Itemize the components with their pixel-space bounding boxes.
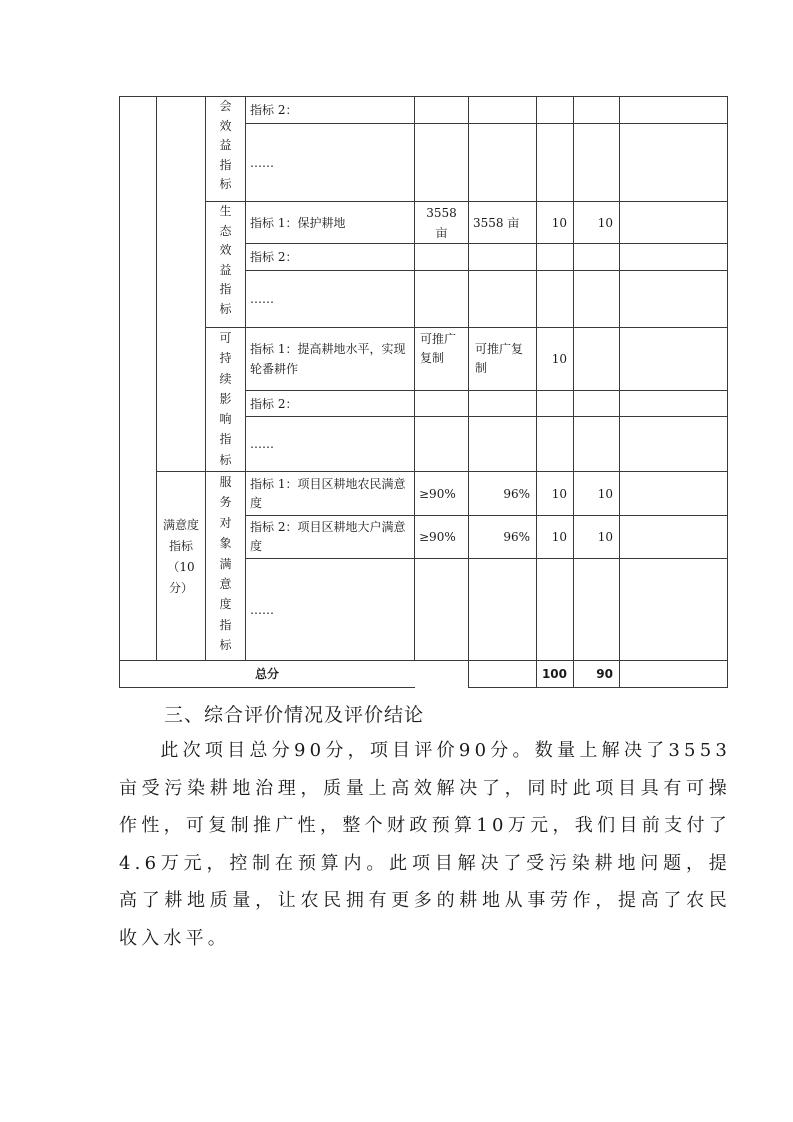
actual-value: 可推广复制 <box>475 342 524 375</box>
satisfaction-group-label: 满意度指标（10分） <box>162 518 199 595</box>
table-border-left <box>119 96 120 688</box>
total-weight: 100 <box>541 667 567 681</box>
indicator-cell: 指标 2： <box>250 250 298 264</box>
indicator-cell: 指标 2： <box>250 396 298 411</box>
category-service-satisfaction: 服 务 对 象 满 意 度 指 标 <box>219 475 232 653</box>
table-border-right <box>727 96 728 688</box>
target-value: ≥90% <box>419 530 456 544</box>
col-divider <box>619 96 620 688</box>
category-eco-benefit: 生 态 效 益 指 标 <box>219 204 232 316</box>
target-value: 3558 亩 <box>426 205 457 240</box>
table-border-bottom <box>119 687 415 688</box>
indicator-cell: 指标 1：保护耕地 <box>250 215 346 230</box>
indicator-cell: …… <box>250 155 274 170</box>
target-value: ≥90% <box>419 486 456 501</box>
col-divider <box>536 96 537 688</box>
weight-value: 10 <box>551 486 567 501</box>
indicator-cell: 指标 2：项目区耕地大户满意度 <box>250 520 406 553</box>
category-sustainable-impact: 可 持 续 影 响 指 标 <box>219 331 232 467</box>
conclusion-paragraph: 此次项目总分90分，项目评价90分。数量上解决了3553亩受污染耕地治理，质量上高效解决了，同时此项目具有可操作性，可复制推广性，整个财政预算10万元，我们目前支付了4.6万元，控制在预算内。此项目解决了受污染耕地问题，提高了耕地质量，让农民拥有更多的耕地从事劳作，提高了农民收入水平。 <box>119 740 731 949</box>
total-score: 90 <box>596 667 613 681</box>
total-label: 总分 <box>254 667 279 681</box>
indicator-cell: …… <box>250 437 274 451</box>
indicator-cell: 指标 2： <box>250 103 298 117</box>
col-divider <box>414 96 415 660</box>
actual-value: 96% <box>503 530 530 544</box>
score-value: 10 <box>597 486 613 501</box>
weight-value: 10 <box>551 530 567 544</box>
score-value: 10 <box>597 215 613 230</box>
weight-value: 10 <box>551 215 567 230</box>
indicator-cell: …… <box>250 602 274 617</box>
category-social-benefit: 会 效 益 指 标 <box>219 99 232 191</box>
col-divider <box>468 96 469 688</box>
indicator-cell: 指标 1：项目区耕地农民满意度 <box>250 476 406 510</box>
indicator-cell: …… <box>250 292 274 306</box>
actual-value: 96% <box>503 486 530 501</box>
indicator-cell: 指标 1：提高耕地水平，实现轮番耕作 <box>250 342 406 376</box>
col-divider <box>573 96 574 688</box>
target-value: 可推广复制 <box>420 332 457 365</box>
weight-value: 10 <box>551 352 567 366</box>
actual-value: 3558 亩 <box>473 215 520 230</box>
table-border-bottom <box>468 687 728 688</box>
col-divider <box>156 96 157 660</box>
section-heading: 三、综合评价情况及评价结论 <box>164 704 425 726</box>
score-value: 10 <box>597 530 613 544</box>
